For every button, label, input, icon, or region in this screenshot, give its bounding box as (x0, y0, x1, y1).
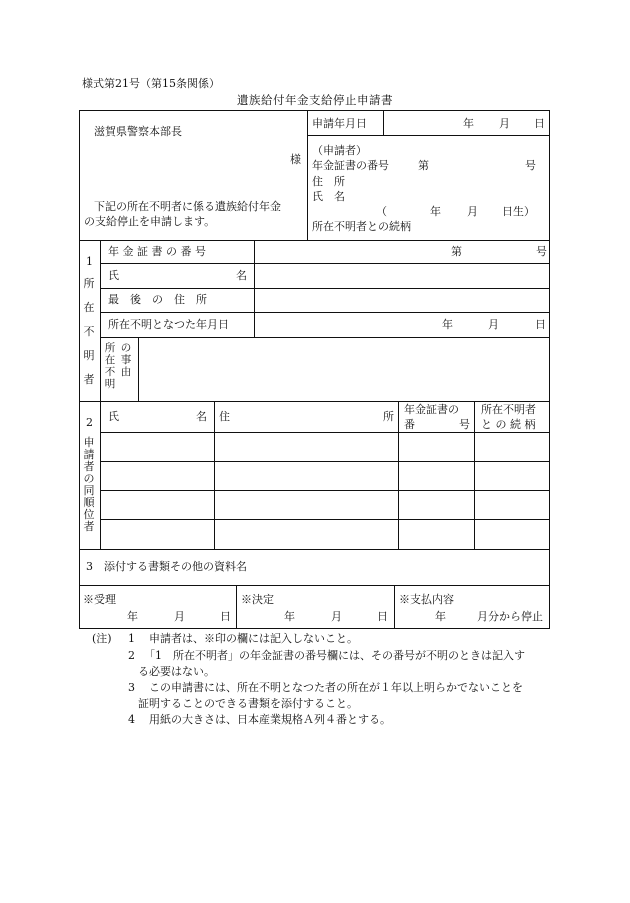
sibling-row-1[interactable] (102, 434, 548, 459)
applicant-cert-dai: 第 (418, 159, 429, 172)
applicant-name-field[interactable] (352, 188, 544, 202)
side-char: 所 (83, 277, 95, 290)
note-2-text: 「1 所在不明者」の年金証書の番号欄には、その番号が不明のときは記入す (144, 649, 525, 662)
applicant-cert-number-field[interactable] (432, 157, 522, 171)
applicant-label: （申請者） (312, 144, 367, 157)
reason-char: 由 (120, 366, 132, 378)
relationship-label: 所在不明者との続柄 (312, 220, 411, 233)
application-date-year: 年 (463, 117, 474, 130)
section2-side-label (82, 437, 96, 533)
divider (79, 240, 550, 241)
divider (100, 337, 550, 338)
birth-day: 日生） (502, 205, 535, 218)
divider (79, 401, 550, 402)
application-date-month: 月 (499, 117, 510, 130)
missing-name-label-left: 氏 (108, 269, 119, 282)
missing-cert-number-field[interactable] (257, 242, 547, 261)
receipt-month: 月 (174, 610, 185, 623)
divider (236, 585, 237, 629)
note-4-num: 4 (128, 713, 135, 726)
birth-year: 年 (430, 205, 441, 218)
divider (100, 461, 550, 462)
side-char: 同 (83, 484, 95, 497)
col-name-right: 名 (196, 410, 207, 423)
note-1-num: 1 (128, 632, 135, 645)
section1-side-label (82, 272, 96, 392)
divider (79, 549, 550, 550)
divider (100, 312, 550, 313)
note-3-cont: 証明することのできる書類を添付すること。 (138, 697, 358, 710)
side-char: 申 (83, 436, 95, 449)
divider (100, 401, 101, 549)
col-name-left: 氏 (108, 410, 119, 423)
side-char: 順 (83, 496, 95, 509)
birth-month: 月 (467, 205, 478, 218)
honorific: 様 (290, 153, 301, 166)
divider (79, 585, 550, 586)
missing-date-month: 月 (488, 318, 499, 331)
note-1-text: 申請者は、※印の欄には記入しないこと。 (149, 632, 358, 645)
col-address-left: 住 (219, 410, 230, 423)
reason-label-col2 (119, 342, 133, 378)
side-char: 在 (83, 301, 95, 314)
missing-reason-field[interactable] (141, 340, 547, 398)
last-address-field[interactable] (257, 290, 547, 310)
side-char: 請 (83, 448, 95, 461)
decision-month: 月 (331, 610, 342, 623)
reason-char: 明 (104, 378, 116, 390)
form-number-label: 様式第21号（第15条関係） (82, 77, 220, 90)
col-rel-line2: と の 続 柄 (481, 418, 536, 431)
form-title: 遺族給付年金支給停止申請書 (237, 93, 393, 107)
sibling-row-3[interactable] (102, 492, 548, 517)
col-cert-line2-b: 号 (459, 418, 470, 431)
divider (100, 240, 101, 401)
receipt-day: 日 (220, 610, 231, 623)
receipt-year: 年 (127, 610, 138, 623)
side-char: 位 (83, 508, 95, 521)
sibling-row-2[interactable] (102, 463, 548, 488)
receipt-label: ※受理 (83, 593, 116, 606)
divider (100, 432, 550, 433)
missing-date-label: 所在不明となつた年月日 (108, 318, 229, 331)
side-char: 者 (83, 520, 95, 533)
applicant-name-label: 氏 名 (312, 190, 345, 203)
missing-cert-go: 号 (536, 245, 547, 258)
section1-number: 1 (86, 255, 93, 268)
missing-name-label-right: 名 (236, 269, 247, 282)
note-2-cont: る必要はない。 (138, 665, 215, 678)
payment-year: 年 (435, 610, 446, 623)
divider (138, 337, 139, 401)
side-char: の (83, 472, 95, 485)
note-3-text: この申請書には、所在不明となつた者の所在が１年以上明らかでないことを (149, 681, 523, 694)
notes-heading: (注) (92, 632, 112, 645)
missing-date-day: 日 (535, 318, 546, 331)
divider (394, 585, 395, 629)
request-text-line2: の支給停止を申請します。 (84, 215, 216, 228)
reason-char: 所 (104, 342, 116, 354)
side-char: 不 (83, 325, 95, 338)
missing-cert-number-label: 年 金 証 書 の 番 号 (108, 245, 206, 258)
divider (307, 135, 550, 136)
attachments-label: 3 添付する書類その他の資料名 (86, 560, 247, 573)
birth-open-paren: （ (376, 205, 387, 218)
col-cert-line2-a: 番 (404, 418, 415, 431)
applicant-cert-go: 号 (525, 159, 536, 172)
decision-day: 日 (377, 610, 388, 623)
col-address-right: 所 (383, 410, 394, 423)
request-text-line1: 下記の所在不明者に係る遺族給付年金 (94, 200, 281, 213)
sibling-row-4[interactable] (102, 521, 548, 547)
side-char: 者 (83, 373, 95, 386)
applicant-cert-number-label: 年金証書の番号 (312, 159, 389, 172)
section2-number: 2 (86, 416, 93, 429)
note-3-num: 3 (128, 681, 135, 694)
missing-date-year: 年 (442, 318, 453, 331)
reason-char: 事 (120, 354, 132, 366)
col-cert-line1: 年金証書の (404, 403, 459, 416)
col-rel-line1: 所在不明者 (481, 403, 536, 416)
missing-date-field[interactable] (257, 315, 547, 335)
applicant-address-label: 住 所 (312, 175, 345, 188)
divider (100, 519, 550, 520)
attachments-field[interactable] (260, 552, 547, 582)
divider (383, 110, 384, 135)
application-date-day: 日 (534, 117, 545, 130)
last-address-label: 最 後 の 住 所 (108, 293, 207, 306)
note-2-num: 2 (128, 649, 135, 662)
missing-name-field[interactable] (257, 266, 547, 286)
applicant-address-field[interactable] (352, 173, 544, 187)
divider (307, 110, 308, 240)
missing-cert-dai: 第 (451, 245, 462, 258)
reason-char: 不 (104, 366, 116, 378)
addressee: 滋賀県警察本部長 (94, 125, 182, 138)
application-date-label: 申請年月日 (312, 117, 367, 130)
decision-year: 年 (284, 610, 295, 623)
decision-label: ※決定 (241, 593, 274, 606)
divider (100, 490, 550, 491)
reason-label-col1 (103, 342, 117, 390)
reason-char: 在 (104, 354, 116, 366)
side-char: 者 (83, 460, 95, 473)
payment-label: ※支払内容 (399, 593, 454, 606)
divider (100, 263, 550, 264)
payment-stop: 月分から停止 (477, 610, 543, 623)
note-4-text: 用紙の大きさは、日本産業規格Ａ列４番とする。 (149, 713, 391, 726)
side-char: 明 (83, 349, 95, 362)
reason-char: の (120, 342, 132, 354)
divider (100, 288, 550, 289)
